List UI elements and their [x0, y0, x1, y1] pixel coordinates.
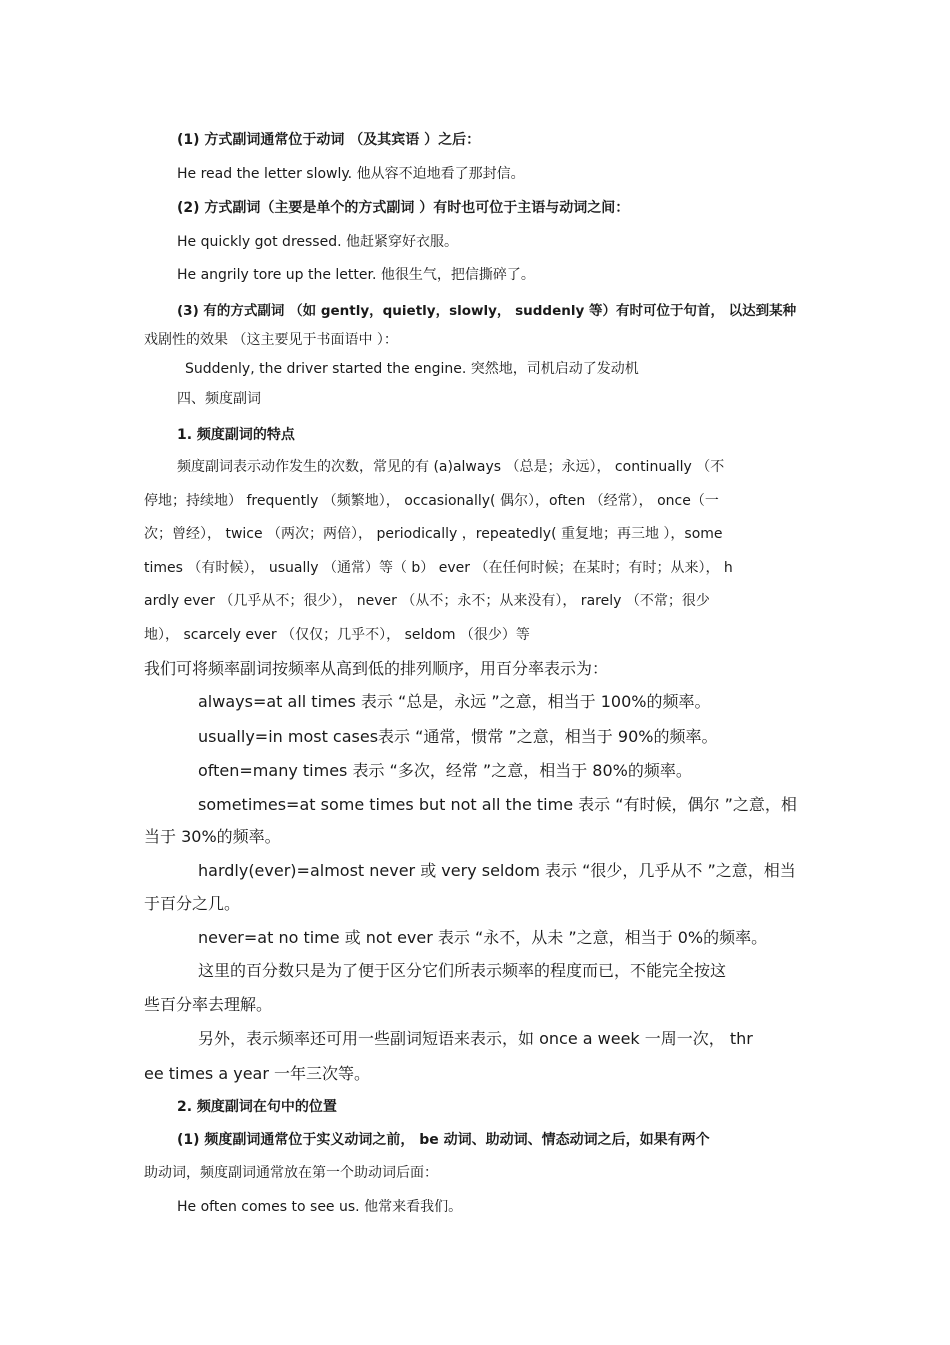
example-sentence-slowly: He read the letter slowly. 他从容不迫地看了那封信。: [177, 166, 525, 182]
example-sentence-angrily: He angrily tore up the letter. 他很生气，把信撕碎了。: [177, 267, 535, 283]
frequency-list-line-5: ardly ever （几乎从不；很少）， never （从不；永不；从来没有）， rarely （不常；很少: [144, 593, 710, 609]
frequency-list-line-6: 地）， scarcely ever （仅仅；几乎不）， seldom （很少）等: [144, 627, 530, 643]
subheading-features: 1. 频度副词的特点: [177, 427, 295, 443]
frequency-list-line-2: 停地；持续地） frequently （频繁地）， occasionally( 偶尔），often （经常）， once（一: [144, 493, 719, 509]
example-sentence-suddenly: Suddenly, the driver started the engine. 突然地，司机启动了发动机: [185, 361, 639, 377]
hardly-definition-cont: 于百分之几。: [144, 894, 241, 913]
example-sentence-often: He often comes to see us. 他常来看我们。: [177, 1199, 463, 1215]
subheading-position: 2. 频度副词在句中的位置: [177, 1099, 337, 1115]
frequency-list-line-3: 次；曾经）， twice （两次；两倍）， periodically ，repeatedly( 重复地；再三地 ），some: [144, 526, 723, 542]
position-rule-1-cont: 助动词，频度副词通常放在第一个助动词后面：: [144, 1165, 438, 1181]
hardly-definition: hardly(ever)=almost never 或 very seldom 表示 “很少，几乎从不 ”之意，相当: [198, 861, 796, 880]
adverb-phrase-note-cont: ee times a year 一年三次等。: [144, 1064, 371, 1083]
always-definition: always=at all times 表示 “总是，永远 ”之意，相当于 100%的频率。: [198, 692, 711, 711]
manner-adverb-rule-3-cont: 戏剧性的效果 （这主要见于书面语中 ）：: [144, 332, 398, 348]
percentage-note: 这里的百分数只是为了便于区分它们所表示频率的程度而已，不能完全按这: [198, 961, 727, 980]
frequency-list-line-4: times （有时候）， usually （通常）等（ b） ever （在任何时候；在某时；有时；从来）， h: [144, 560, 733, 576]
manner-adverb-rule-3: (3) 有的方式副词 （如 gently，quietly，slowly， suddenly 等）有时可位于句首， 以达到某种: [177, 303, 797, 319]
manner-adverb-rule-1: (1) 方式副词通常位于动词 （及其宾语 ）之后：: [177, 132, 481, 148]
percentage-intro: 我们可将频率副词按频率从高到低的排列顺序，用百分率表示为：: [144, 659, 609, 678]
usually-definition: usually=in most cases表示 “通常，惯常 ”之意，相当于 90%的频率。: [198, 727, 718, 746]
often-definition: often=many times 表示 “多次，经常 ”之意，相当于 80%的频率。: [198, 761, 692, 780]
adverb-phrase-note: 另外，表示频率还可用一些副词短语来表示，如 once a week 一周一次， thr: [198, 1029, 753, 1048]
never-definition: never=at no time 或 not ever 表示 “永不，从未 ”之意，相当于 0%的频率。: [198, 928, 768, 947]
frequency-list-line-1: 频度副词表示动作发生的次数，常见的有 (a)always （总是；永远）， continually （不: [177, 459, 725, 475]
example-sentence-quickly: He quickly got dressed. 他赶紧穿好衣服。: [177, 234, 458, 250]
sometimes-definition: sometimes=at some times but not all the time 表示 “有时候，偶尔 ”之意，相: [198, 795, 797, 814]
section-heading-frequency-adverbs: 四、频度副词: [177, 391, 261, 407]
percentage-note-cont: 些百分率去理解。: [144, 995, 273, 1014]
manner-adverb-rule-2: (2) 方式副词（主要是单个的方式副词 ）有时也可位于主语与动词之间：: [177, 200, 630, 216]
position-rule-1: (1) 频度副词通常位于实义动词之前， be 动词、助动词、情态动词之后，如果有两个: [177, 1132, 710, 1148]
sometimes-definition-cont: 当于 30%的频率。: [144, 827, 281, 846]
